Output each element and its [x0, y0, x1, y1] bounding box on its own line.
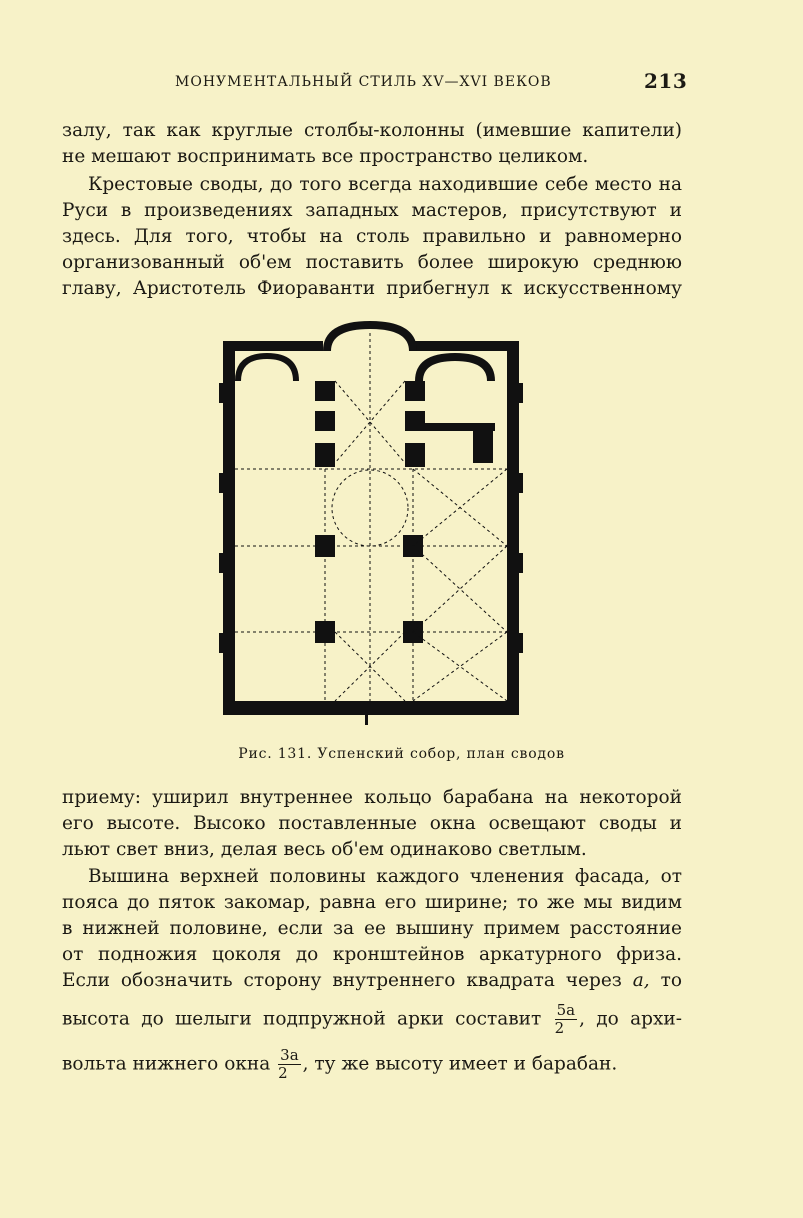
- text-line: [62, 968, 682, 994]
- text-line: [62, 1047, 682, 1082]
- paragraph-after-figure: [62, 785, 682, 863]
- text-segment: , ту же высоту имеет и барабан.: [302, 1053, 618, 1075]
- fraction-numerator: 5a: [556, 1001, 576, 1019]
- text-line: [62, 1002, 682, 1037]
- text-line: организованный об'ем поставить более широкую среднюю: [62, 252, 682, 273]
- cathedral-vault-plan-figure: [215, 313, 525, 733]
- text-line: Руси в произведениях западных мастеров, присутствуют и: [62, 200, 682, 221]
- page-number: 213: [644, 69, 688, 93]
- figure-caption: Рис. 131. Успенский собор, план сводов: [238, 746, 565, 762]
- paragraph-vaults: [62, 172, 682, 302]
- paragraph-top: [62, 118, 682, 170]
- running-title: МОНУМЕНТАЛЬНЫЙ СТИЛЬ XV—XVI ВЕКОВ: [175, 74, 552, 90]
- text-segment: вольта нижнего окна: [62, 1053, 271, 1075]
- text-line: льют свет вниз, делая весь об'ем одинаково светлым.: [62, 839, 587, 860]
- fraction-3a-over-2: [278, 1047, 301, 1082]
- text-line: в нижней половине, если за ее вышину примем расстояние: [62, 918, 682, 939]
- fraction-denominator: 2: [554, 1019, 565, 1037]
- text-line: пояса до пяток закомар, равна его ширине; то же мы видим: [62, 892, 682, 913]
- variable-a: a,: [632, 970, 650, 991]
- text-segment: Если обозначить сторону внутреннего квадрата через: [62, 970, 622, 991]
- text-segment: , до архи-: [579, 1008, 682, 1030]
- text-line: Крестовые своды, до того всегда находившие себе место на: [88, 174, 682, 195]
- text-line: залу, так как круглые столбы-колонны (имевшие капители): [62, 120, 682, 141]
- text-line: не мешают воспринимать все пространство целиком.: [62, 146, 589, 167]
- text-segment: то: [660, 970, 682, 991]
- top-wall-left: [223, 341, 323, 351]
- text-line: его высоте. Высоко поставленные окна освещают своды и: [62, 813, 682, 834]
- text-line: приему: уширил внутреннее кольцо барабана на некоторой: [62, 787, 682, 808]
- text-line: главу, Аристотель Фиораванти прибегнул к искусственному: [62, 278, 682, 299]
- fraction-denominator: 2: [278, 1064, 288, 1082]
- text-segment: высота до шелыги подпружной арки составит: [62, 1008, 542, 1030]
- bottom-wall: [223, 701, 519, 715]
- text-line: от подножия цоколя до кронштейнов аркатурного фриза.: [62, 944, 682, 965]
- fraction-numerator: 3a: [280, 1046, 299, 1064]
- paragraph-height: [62, 864, 682, 1082]
- text-line: здесь. Для того, чтобы на столь правильно и равномерно: [62, 226, 682, 247]
- text-line: Вышина верхней половины каждого членения фасада, от: [88, 866, 682, 887]
- top-wall-right: [415, 341, 519, 351]
- fraction-5a-over-2: [555, 1002, 578, 1037]
